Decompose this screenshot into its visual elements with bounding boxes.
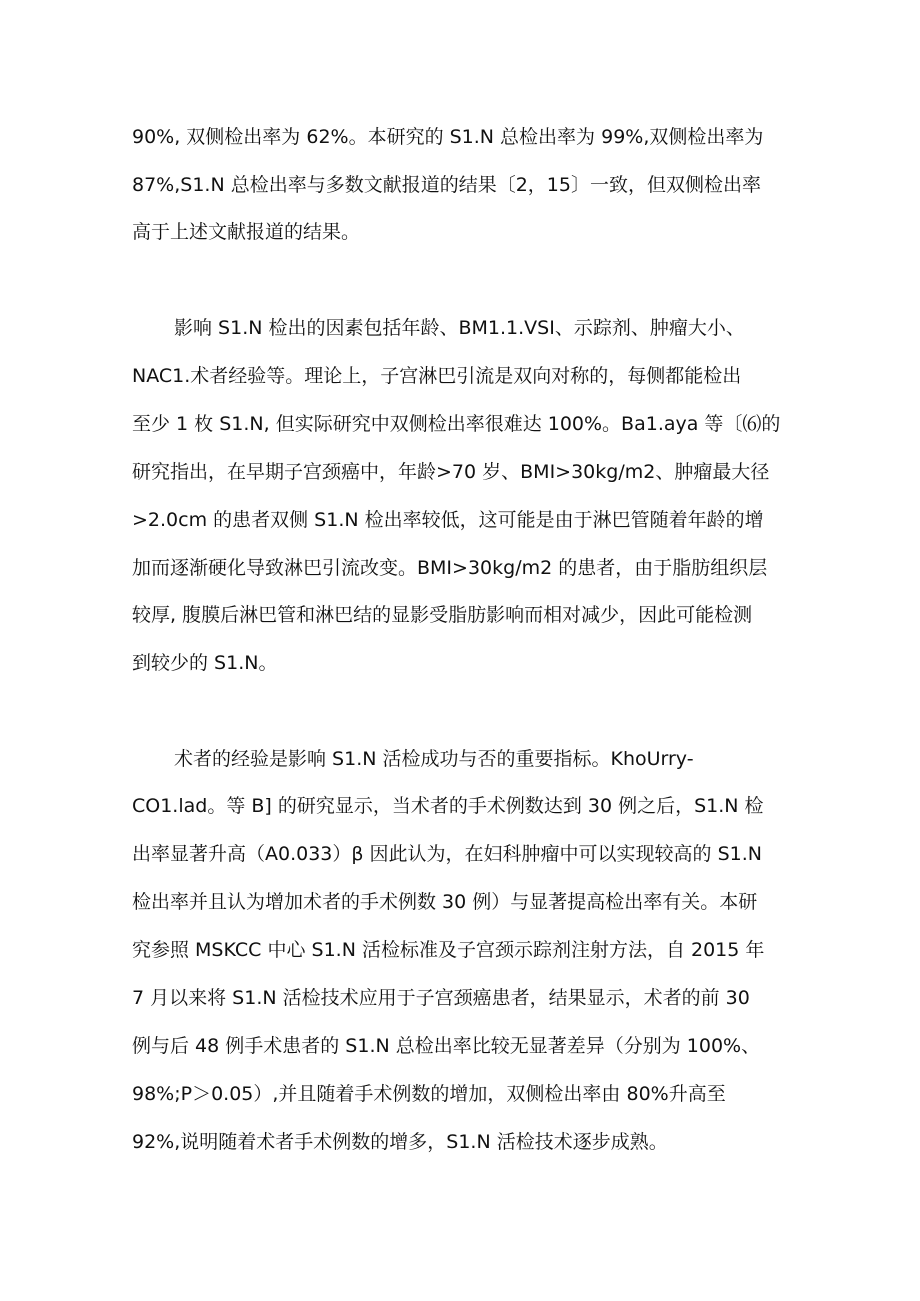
- text-line: NAC1.术者经验等。理论上，子宫淋巴引流是双向对称的，每侧都能检出: [132, 365, 742, 387]
- text-line: 92%,说明随着术者手术例数的增多，S1.N 活检技术逐步成熟。: [132, 1131, 668, 1153]
- text-line: 出率显著升高（A0.033）β 因此认为，在妇科肿瘤中可以实现较高的 S1.N: [132, 843, 762, 865]
- text-line: 90%, 双侧检出率为 62%。本研究的 S1.N 总检出率为 99%,双侧检出率为: [132, 126, 764, 148]
- text-line: 究参照 MSKCC 中心 S1.N 活检标准及子宫颈示踪剂注射方法，自 2015 年: [132, 939, 765, 961]
- text-line: 研究指出，在早期子宫颈癌中，年龄>70 岁、BMI>30kg/m2、肿瘤最大径: [132, 461, 770, 483]
- text-line: 到较少的 S1.N。: [132, 652, 278, 674]
- text-line: 影响 S1.N 检出的因素包括年龄、BM1.1.VSI、示踪剂、肿瘤大小、: [174, 317, 745, 339]
- text-line: 例与后 48 例手术患者的 S1.N 总检出率比较无显著差异（分别为 100%、: [132, 1035, 761, 1057]
- text-line: CO1.lad。等 B] 的研究显示，当术者的手术例数达到 30 例之后，S1.N 检: [132, 795, 764, 817]
- text-line: 加而逐渐硬化导致淋巴引流改变。BMI>30kg∕m2 的患者，由于脂肪组织层: [132, 557, 768, 579]
- text-line: 检出率并且认为增加术者的手术例数 30 例）与显著提高检出率有关。本研: [132, 891, 758, 913]
- text-line: 7 月以来将 S1.N 活检技术应用于子宫颈癌患者，结果显示，术者的前 30: [132, 987, 750, 1009]
- text-line: 87%,S1.N 总检出率与多数文献报道的结果〔2，15〕一致，但双侧检出率: [132, 174, 761, 196]
- text-line: 较厚, 腹膜后淋巴管和淋巴结的显影受脂肪影响而相对减少，因此可能检测: [132, 604, 753, 626]
- text-line: 98%;P＞0.05）,并且随着手术例数的增加，双侧检出率由 80%升高至: [132, 1083, 726, 1105]
- text-line: >2.0cm 的患者双侧 S1.N 检出率较低，这可能是由于淋巴管随着年龄的增: [132, 509, 764, 531]
- text-line: 至少 1 枚 S1.N, 但实际研究中双侧检出率很难达 100%。Ba1.aya 等〔⑹的: [132, 413, 781, 435]
- text-line: 术者的经验是影响 S1.N 活检成功与否的重要指标。KhoUrry-: [174, 748, 694, 770]
- text-line: 高于上述文献报道的结果。: [132, 221, 361, 243]
